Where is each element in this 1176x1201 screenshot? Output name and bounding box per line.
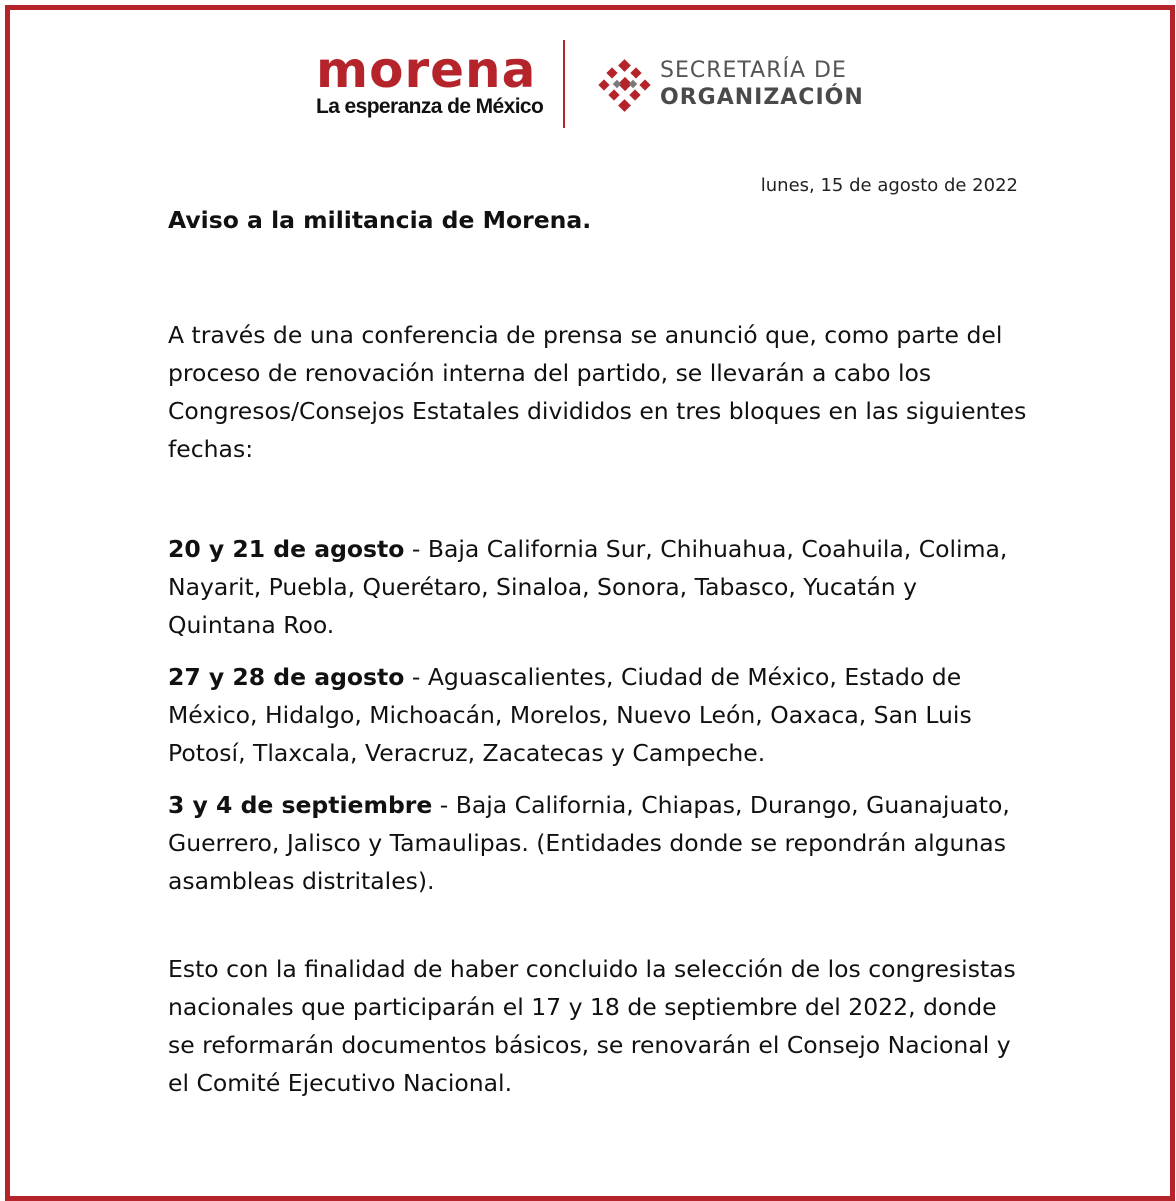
- secretaria-line1: SECRETARÍA DE: [660, 58, 847, 83]
- document-date: lunes, 15 de agosto de 2022: [760, 175, 1018, 196]
- block-dates: 20 y 21 de agosto: [168, 535, 405, 563]
- block-states: - Baja California, Chiapas, Durango, Guanajuato, Guerrero, Jalisco y Tamaulipas. (Entidades donde se repondrán algunas asambleas distritales).: [168, 791, 1010, 895]
- schedule-block: [168, 658, 1028, 772]
- secretaria-organizacion-logo: [598, 55, 898, 115]
- block-states: - Aguascalientes, Ciudad de México, Estado de México, Hidalgo, Michoacán, Morelos, Nuevo León, Oaxaca, San Luis Potosí, Tlaxcala, Veracruz, Zacatecas y Campeche.: [168, 663, 972, 767]
- block-dates: 3 y 4 de septiembre: [168, 791, 433, 819]
- schedule-blocks: [168, 530, 1028, 900]
- letterhead: [10, 10, 1170, 150]
- intro-paragraph: A través de una conferencia de prensa se anunció que, como parte del proceso de renovación interna del partido, se llevarán a cabo los Congresos/Consejos Estatales divididos en tres bloques en las siguientes fechas:: [168, 321, 1027, 463]
- closing-paragraph: Esto con la finalidad de haber concluido la selección de los congresistas nacionales que participarán el 17 y 18 de septiembre del 2022, donde se reformarán documentos básicos, se renovarán el Consejo Nacional y el Comité Ejecutivo Nacional.: [168, 955, 1016, 1097]
- document-body: [168, 200, 1028, 1102]
- document-frame: [5, 5, 1175, 1201]
- morena-tagline: La esperanza de México: [316, 95, 544, 118]
- schedule-block: [168, 786, 1028, 900]
- document-title: Aviso a la militancia de Morena.: [168, 206, 592, 234]
- logo-divider: [563, 40, 565, 128]
- block-states: - Baja California Sur, Chihuahua, Coahuila, Colima, Nayarit, Puebla, Querétaro, Sinaloa, Sonora, Tabasco, Yucatán y Quintana Roo.: [168, 535, 1008, 639]
- block-dates: 27 y 28 de agosto: [168, 663, 405, 691]
- schedule-block: [168, 530, 1028, 644]
- morena-logo: [316, 41, 546, 118]
- morena-wordmark: morena: [316, 41, 537, 99]
- secretaria-line2: ORGANIZACIÓN: [660, 85, 864, 110]
- secretaria-organizacion-icon: [598, 59, 652, 113]
